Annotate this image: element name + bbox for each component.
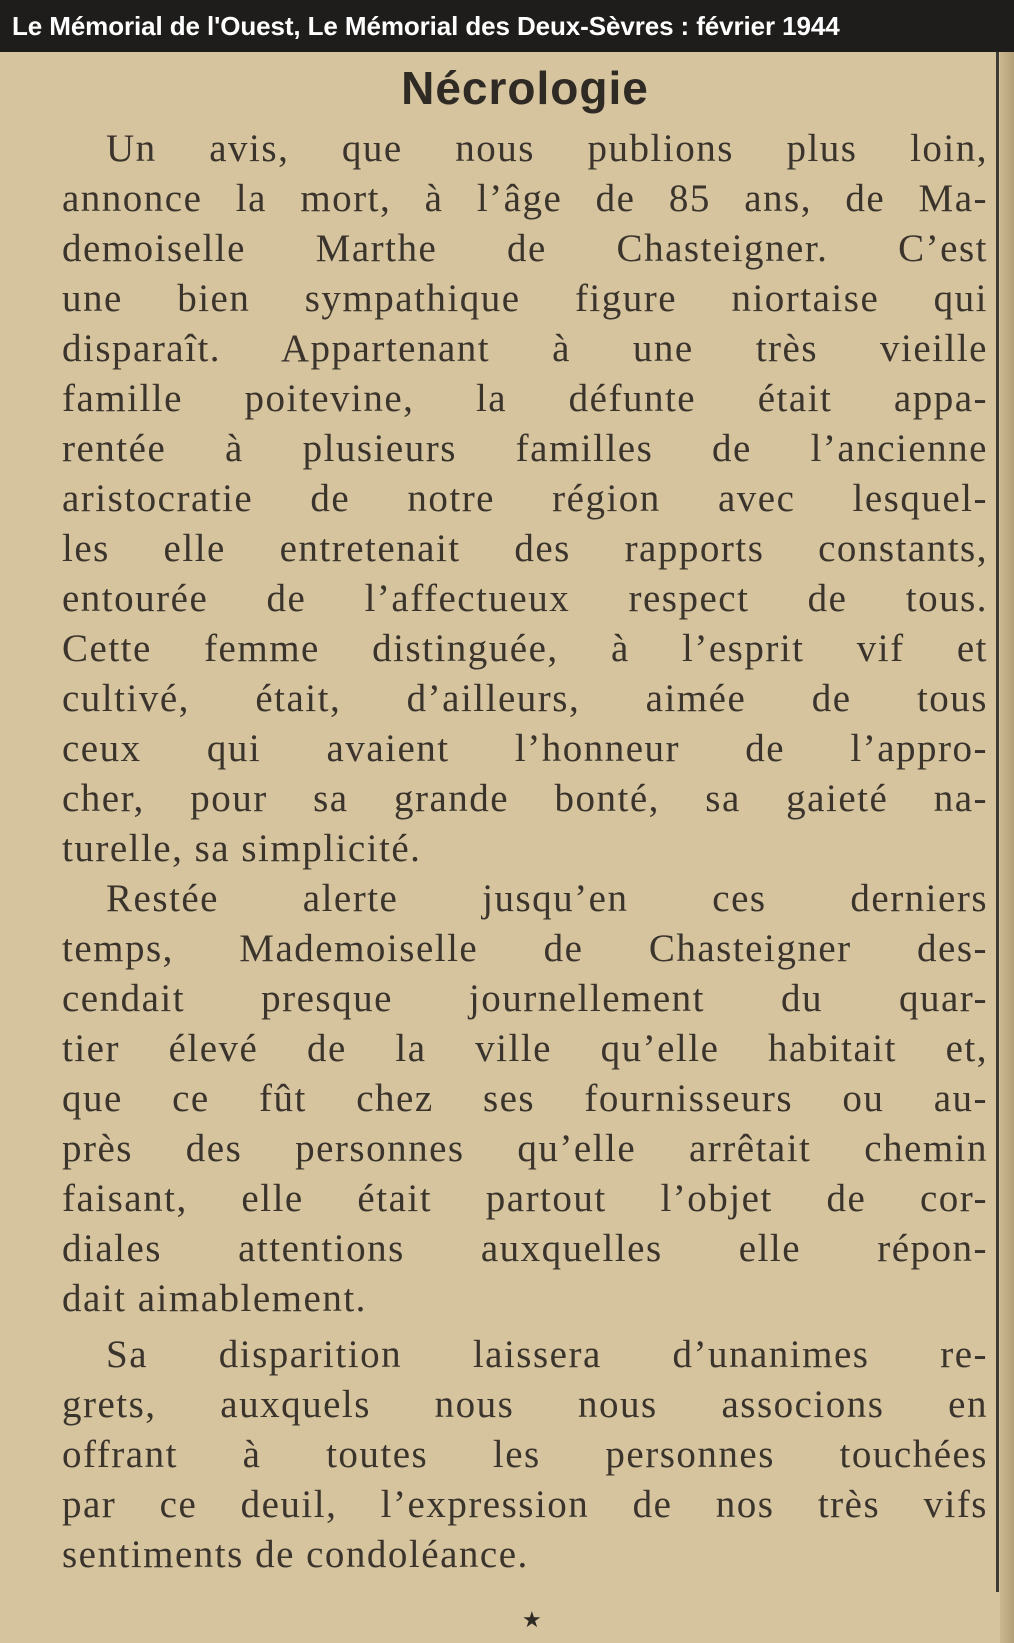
caption-title: Le Mémorial de l'Ouest, Le Mémorial des Deux-Sèvres : février 1944 [12, 10, 840, 41]
text-line: cultivé, était, d’ailleurs, aimée de tous [62, 677, 988, 720]
text-line: faisant, elle était partout l’objet de cor- [62, 1177, 988, 1220]
text-line: cher, pour sa grande bonté, sa gaieté na- [62, 777, 988, 820]
text-line: Un avis, que nous publions plus loin, [106, 127, 988, 170]
paragraph-1 [62, 124, 988, 874]
article [62, 52, 988, 1580]
text-line: temps, Mademoiselle de Chasteigner des- [62, 927, 988, 970]
text-line: cendait presque journellement du quar- [62, 977, 988, 1020]
text-line: demoiselle Marthe de Chasteigner. C’est [62, 227, 988, 270]
text-line: turelle, sa simplicité. [62, 827, 422, 870]
text-line: que ce fût chez ses fournisseurs ou au- [62, 1077, 988, 1120]
text-line: aristocratie de notre région avec lesquel- [62, 477, 988, 520]
text-line: dait aimablement. [62, 1277, 367, 1320]
article-headline: Nécrologie [401, 62, 649, 114]
text-line: famille poitevine, la défunte était appa- [62, 377, 988, 420]
caption-bar [0, 0, 1014, 52]
text-line: sentiments de condoléance. [62, 1533, 529, 1576]
text-line: rentée à plusieurs familles de l’ancienne [62, 427, 988, 470]
text-line: par ce deuil, l’expression de nos très vifs [62, 1483, 988, 1526]
text-line: une bien sympathique figure niortaise qui [62, 277, 988, 320]
text-line: tier élevé de la ville qu’elle habitait et, [62, 1027, 988, 1070]
text-line: ceux qui avaient l’honneur de l’appro- [62, 727, 988, 770]
paragraph-2 [62, 874, 988, 1324]
text-line: Cette femme distinguée, à l’esprit vif et [62, 627, 988, 670]
text-line: disparaît. Appartenant à une très vieille [62, 327, 988, 370]
text-line: les elle entretenait des rapports constants, [62, 527, 988, 570]
text-line: Sa disparition laissera d’unanimes re- [106, 1333, 988, 1376]
end-star-icon: ★ [522, 1608, 542, 1633]
text-line: annonce la mort, à l’âge de 85 ans, de Ma- [62, 177, 988, 220]
text-line: Restée alerte jusqu’en ces derniers [106, 877, 988, 920]
text-line: près des personnes qu’elle arrêtait chemin [62, 1127, 988, 1170]
text-line: diales attentions auxquelles elle répon- [62, 1227, 988, 1270]
text-line: offrant à toutes les personnes touchées [62, 1433, 988, 1476]
text-line: entourée de l’affectueux respect de tous. [62, 577, 988, 620]
paragraph-3 [62, 1330, 988, 1580]
column-rule [996, 52, 999, 1592]
text-line: grets, auxquels nous nous associons en [62, 1383, 988, 1426]
